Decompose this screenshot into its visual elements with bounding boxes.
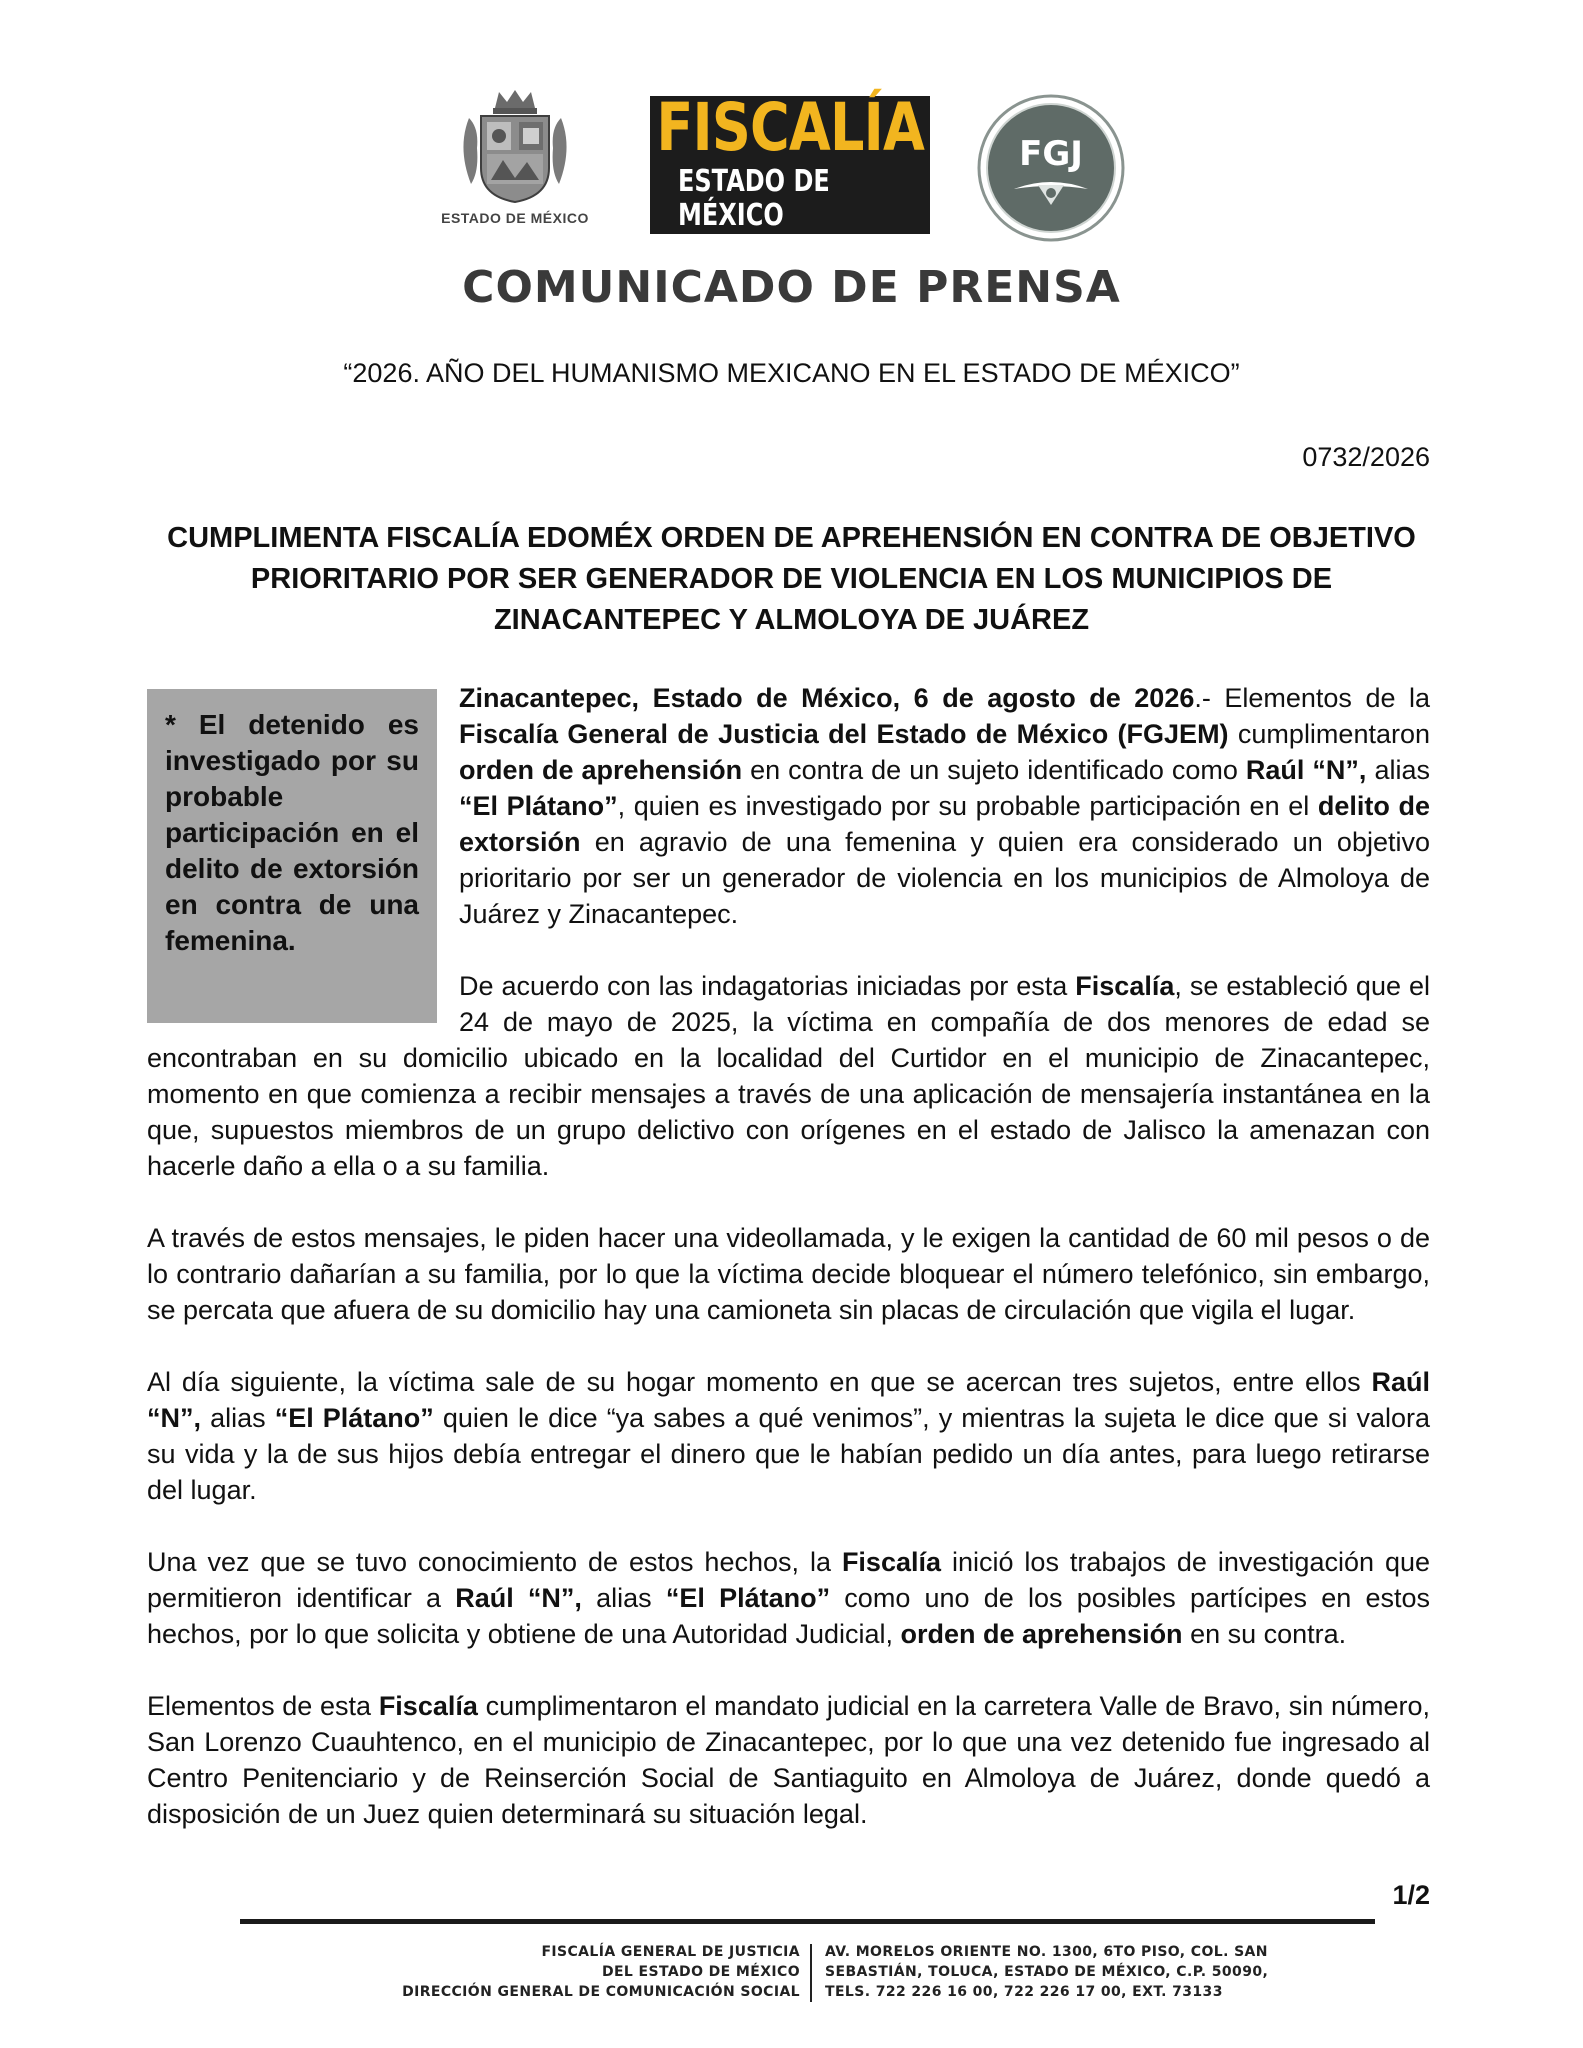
paragraph-5-text: Una vez que se tuvo conocimiento de estos hechos, la (147, 1547, 842, 1577)
paragraph-1-text: en agravio de una femenina y quien era considerado un objetivo prioritario por ser un generador de violencia en los municipios de Almoloya de Juárez y Zinacantepec. (459, 827, 1430, 929)
paragraph-4-text: Al día siguiente, la víctima sale de su hogar momento en que se acercan tres sujetos, entre ellos (147, 1367, 1372, 1397)
footer-address-line: TELS. 722 226 16 00, 722 226 17 00, EXT. 73133 (825, 1984, 1223, 2000)
footer (240, 1942, 1375, 2006)
dateline: Zinacantepec, Estado de México, 6 de agosto de 2026 (459, 683, 1195, 713)
fiscalia-logo (650, 89, 930, 234)
year-motto: “2026. AÑO DEL HUMANISMO MEXICANO EN EL ESTADO DE MÉXICO” (343, 358, 1240, 388)
paragraph-2-text: De acuerdo con las indagatorias iniciadas por esta (459, 971, 1076, 1001)
paragraph-4-text: quien le dice “ya sabes a qué venimos”, y mientras la sujeta le dice que si valora su vida y la de sus hijos debía entregar el dinero que le habían pedido un día antes, para luego retirarse del lugar. (147, 1403, 1431, 1505)
document-type-title: COMUNICADO DE PRENSA (462, 262, 1121, 313)
highlight-sidebox-text: * El detenido es investigado por su probable participación en el delito de extorsión en contra de una femenina. (165, 709, 419, 956)
paragraph-4 (147, 1364, 1430, 1508)
footer-address (825, 1942, 1268, 2002)
paragraph-2-text: , se estableció que el 24 de mayo de 2025, la víctima en compañía de dos menores de edad se encontraban en su domicilio ubicado en la localidad del Curtidor en el municipio de Zinacantepec, momento en que comienza a recibir mensajes a través de una aplicación de mensajería instantánea en la que, supuestos miembros de un grupo delictivo con orígenes en el estado de Jalisco la amenazan con hacerle daño a ella o a su familia. (147, 971, 1430, 1181)
footer-institution-line: FISCALÍA GENERAL DE JUSTICIA (541, 1944, 800, 1960)
footer-institution (402, 1942, 800, 2002)
paragraph-1-bold: orden de aprehensión (459, 755, 743, 785)
paragraph-5-text: en su contra. (1182, 1619, 1347, 1649)
estado-de-mexico-caption: ESTADO DE MÉXICO (441, 210, 589, 226)
paragraph-3 (147, 1220, 1430, 1328)
paragraph-4-bold: Raúl “N”, (147, 1367, 1430, 1433)
footer-institution-line: DEL ESTADO DE MÉXICO (601, 1964, 800, 1980)
paragraph-6-text: cumplimentaron el mandato judicial en la carretera Valle de Bravo, sin número, San Lorenzo Cuauhtenco, en el municipio de Zinacantepec, por lo que una vez detenido fue ingresado al Centro Penitenciario y de Reinserción Social de Santiaguito en Almoloya de Juárez, donde quedó a disposición de un Juez quien determinará su situación legal. (147, 1691, 1431, 1829)
paragraph-5-bold: Fiscalía (841, 1547, 941, 1577)
paragraph-5-bold: orden de aprehensión (900, 1619, 1183, 1649)
highlight-sidebox (147, 689, 437, 1023)
page-number: 1/2 (1392, 1880, 1430, 1910)
paragraph-5 (147, 1544, 1430, 1652)
fgj-logo (976, 93, 1126, 243)
fiscalia-logo-line2: ESTADO DE MÉXICO (678, 164, 830, 233)
footer-separator (810, 1944, 812, 2002)
press-release-body (147, 680, 1430, 1868)
press-headline: CUMPLIMENTA FISCALÍA EDOMÉX ORDEN DE APREHENSIÓN EN CONTRA DE OBJETIVO PRIORITARIO POR SER GENERADOR DE VIOLENCIA EN LOS MUNICIPIOS DE ZINACANTEPEC Y ALMOLOYA DE JUÁREZ (167, 522, 1416, 636)
footer-address-line: SEBASTIÁN, TOLUCA, ESTADO DE MÉXICO, C.P. 50090, (825, 1964, 1269, 1980)
fgj-seal-text: FGJ (1019, 134, 1083, 174)
paragraph-1-bold: Fiscalía General de Justicia del Estado de México (FGJEM) (459, 719, 1229, 749)
paragraph-1-text: alias (1366, 755, 1430, 785)
paragraph-1-bold: “El Plátano” (459, 791, 618, 821)
communique-number: 0732/2026 (1302, 442, 1430, 472)
paragraph-1-bold: delito de extorsión (459, 791, 1430, 857)
paragraph-1-text: cumplimentaron (1228, 719, 1430, 749)
paragraph-5-bold: “El Plátano” (665, 1583, 831, 1613)
paragraph-2-bold: Fiscalía (1075, 971, 1175, 1001)
paragraph-5-text: alias (581, 1583, 666, 1613)
paragraph-5-text: como uno de los posibles partícipes en estos hechos, por lo que solicita y obtiene de una Autoridad Judicial, (147, 1583, 1430, 1649)
footer-divider (240, 1919, 1375, 1924)
paragraph-1-text: en contra de un sujeto identificado como (742, 755, 1246, 785)
paragraph-1-text: , quien es investigado por su probable participación en el (617, 791, 1318, 821)
paragraph-1-bold: Raúl “N”, (1245, 755, 1367, 785)
estado-de-mexico-logo (425, 88, 605, 238)
paragraph-6-text: Elementos de esta (147, 1691, 379, 1721)
paragraph-1-text: .- Elementos de la (1194, 683, 1431, 713)
coat-of-arms-icon (455, 88, 575, 206)
paragraph-5-bold: Raúl “N”, (455, 1583, 582, 1613)
paragraph-6 (147, 1688, 1430, 1832)
paragraph-6-bold: Fiscalía (378, 1691, 478, 1721)
fgj-seal-icon (976, 93, 1126, 243)
paragraph-4-bold: “El Plátano” (274, 1403, 434, 1433)
paragraph-5-text: inició los trabajos de investigación que permitieron identificar a (147, 1547, 1430, 1613)
footer-institution-line: DIRECCIÓN GENERAL DE COMUNICACIÓN SOCIAL (402, 1984, 800, 2000)
footer-address-line: AV. MORELOS ORIENTE NO. 1300, 6TO PISO, COL. SAN (825, 1944, 1268, 1960)
header-logos (0, 88, 1583, 238)
paragraph-3-text: A través de estos mensajes, le piden hacer una videollamada, y le exigen la cantidad de 60 mil pesos o de lo contrario dañarían a su familia, por lo que la víctima decide bloquear el número telefónico, sin embargo, se percata que afuera de su domicilio hay una camioneta sin placas de circulación que vigila el lugar. (147, 1223, 1430, 1325)
fiscalia-logo-line1: FISCALÍA (656, 89, 924, 166)
paragraph-4-text: alias (201, 1403, 275, 1433)
